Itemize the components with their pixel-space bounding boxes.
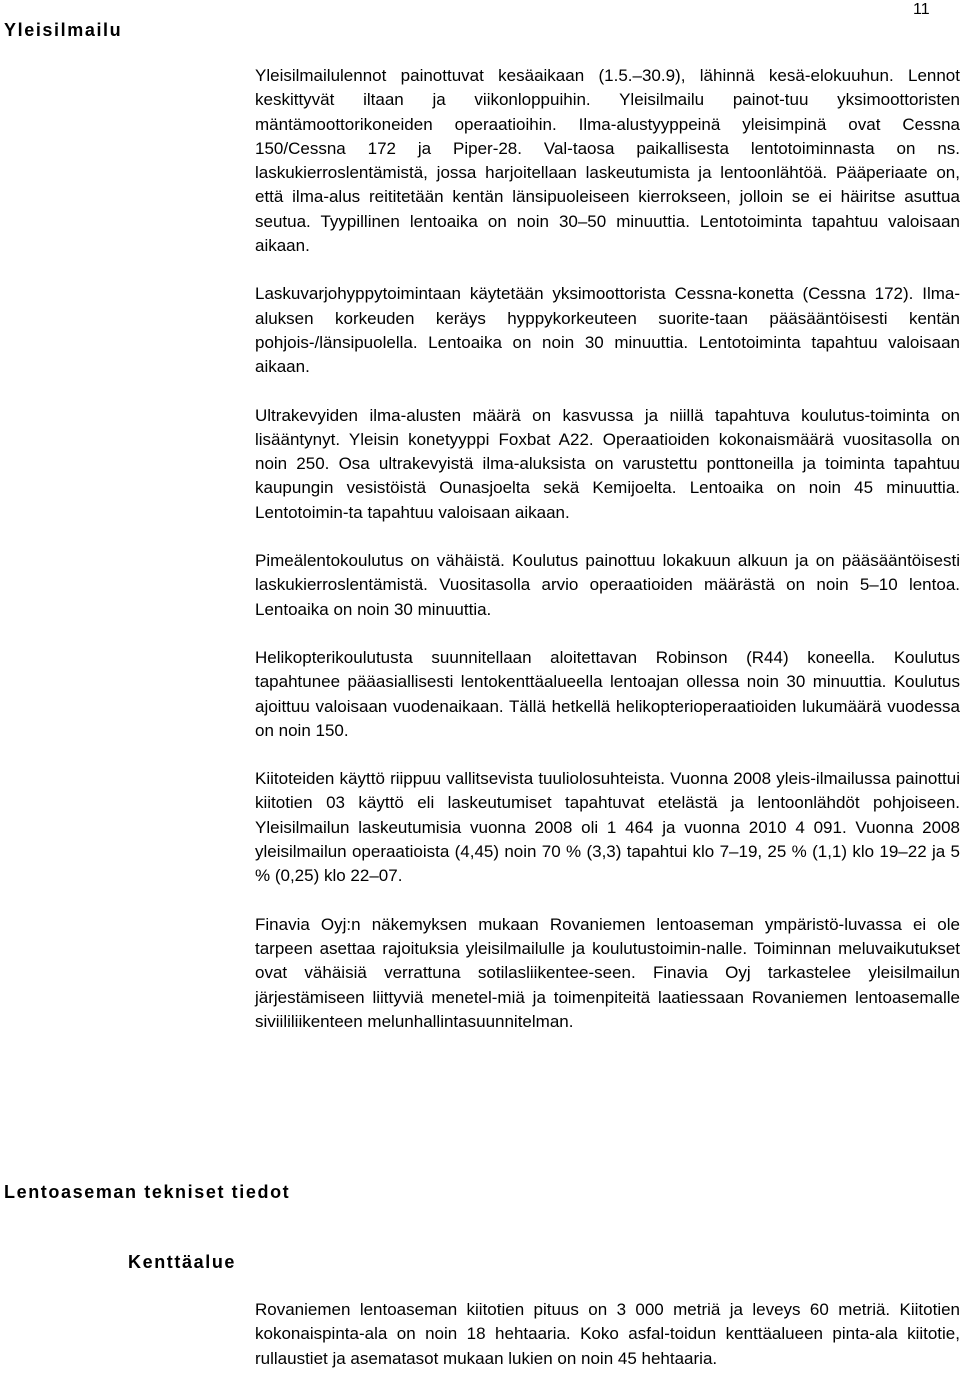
paragraph-lentotoiminta: Yleisilmailulennot painottuvat kesäaikaan (1.5.–30.9), lähinnä kesä-elokuuhun. Lennot keskittyvät iltaan ja viikonloppuihin. Yleisilmailu painot-tuu yksimoottoristen mäntämoottorikoneiden operaatioihin. Ilma-alustyyppeinä yleisimpinä ovat Cessna 150/Cessna 172 ja Piper-28. Val-taosa paikallisesta lentotoiminnasta on ns. laskukierroslentämistä, jossa harjoitellaan laskeutumista ja lentoonlähtöä. Pääperiaate on, että ilma-alus reititetään kentän länsipuoleiseen kierrokseen, jolloin se ei häiritse asuttua seutua. Tyypillinen lentoaika on noin 30–50 minuuttia. Lentotoiminta tapahtuu valoisaan aikaan. (255, 66, 960, 256)
page-number: 11 (913, 1, 930, 18)
yleisilmailu-body (255, 64, 960, 1058)
subsection-heading-kenttaalue: Kenttäalue (128, 1252, 237, 1272)
paragraph-kiitotie-mitat: Rovaniemen lentoaseman kiitotien pituus on 3 000 metriä ja leveys 60 metriä. Kiitotien kokonaispinta-ala on noin 18 hehtaaria. Koko asfal-toidun kenttäalueen pinta-ala kiitotie, rullaustiet ja asematasot mukaan lukien on noin 45 hehtaaria. (255, 1300, 960, 1368)
section-heading-yleisilmailu: Yleisilmailu (4, 20, 123, 40)
paragraph-finavia: Finavia Oyj:n näkemyksen mukaan Rovaniemen lentoaseman ympäristö-luvassa ei ole tarpeen asettaa rajoituksia yleisilmailulle ja koulutustoimin-nalle. Toiminnan meluvaikutukset ovat vähäisiä verrattuna sotilasliikentee-seen. Finavia Oyj tarkastelee yleisilmailun järjestämiseen liittyviä menetel-miä ja toimenpiteitä laatiessaan Rovaniemen lentoasemalle siviililiikenteen melunhallintasuunnitelman. (255, 914, 960, 1031)
paragraph-ultrakevyet: Ultrakevyiden ilma-alusten määrä on kasvussa ja niillä tapahtuva koulutus-toiminta on lisääntynyt. Yleisin konetyyppi Foxbat A22. Operaatioiden kokonaismäärä vuositasolla on noin 250. Osa ultrakevyistä ilma-aluksista on varustettu ponttoneilla ja toiminta tapahtuu kaupungin vesistöistä Ounasjoelta sekä Kemijoelta. Lentoaika on noin 45 minuuttia. Lentotoimin-ta tapahtuu valoisaan aikaan. (255, 405, 960, 522)
paragraph-laskuvarjohyppy: Laskuvarjohyppytoimintaan käytetään yksimoottorista Cessna-konetta (Cessna 172). Ilma-aluksen korkeuden keräys hyppykorkeuteen suorite-taan pääsääntöisesti kentän pohjois-/länsipuolella. Lentoaika on noin 30 minuuttia. Lentotoiminta tapahtuu valoisaan aikaan. (255, 284, 960, 377)
section-heading-tekniset-tiedot: Lentoaseman tekniset tiedot (4, 1182, 291, 1202)
paragraph-helikopteri: Helikopterikoulutusta suunnitellaan aloitettavan Robinson (R44) koneella. Koulutus tapahtunee pääasiallisesti lentokenttäalueella lentoajan ollessa noin 30 minuuttia. Koulutus ajoittuu valoisaan vuodenaikaan. Tällä hetkellä helikopterioperaatioiden lukumäärä vuodessa on noin 150. (255, 647, 960, 740)
kenttaalue-body (255, 1298, 960, 1371)
paragraph-pimealento: Pimeälentokoulutus on vähäistä. Koulutus painottuu lokakuun alkuun ja on pääsääntöisesti laskukierroslentämistä. Vuositasolla arvio operaatioiden määrästä on noin 5–10 lentoa. Lentoaika on noin 30 minuuttia. (255, 551, 960, 619)
paragraph-kiitotiet: Kiitoteiden käyttö riippuu vallitsevista tuuliolosuhteista. Vuonna 2008 yleis-ilmailussa painottui kiitotien 03 käyttö eli laskeutumiset tapahtuvat etelästä ja lentoonlähdöt pohjoiseen. Yleisilmailun laskeutumisia vuonna 2008 oli 1 464 ja vuonna 2010 4 091. Vuonna 2008 yleisilmailun operaatioista (4,45) noin 70 % (3,3) tapahtui klo 7–19, 25 % (1,1) klo 19–22 ja 5 % (0,25) klo 22–07. (255, 769, 960, 886)
